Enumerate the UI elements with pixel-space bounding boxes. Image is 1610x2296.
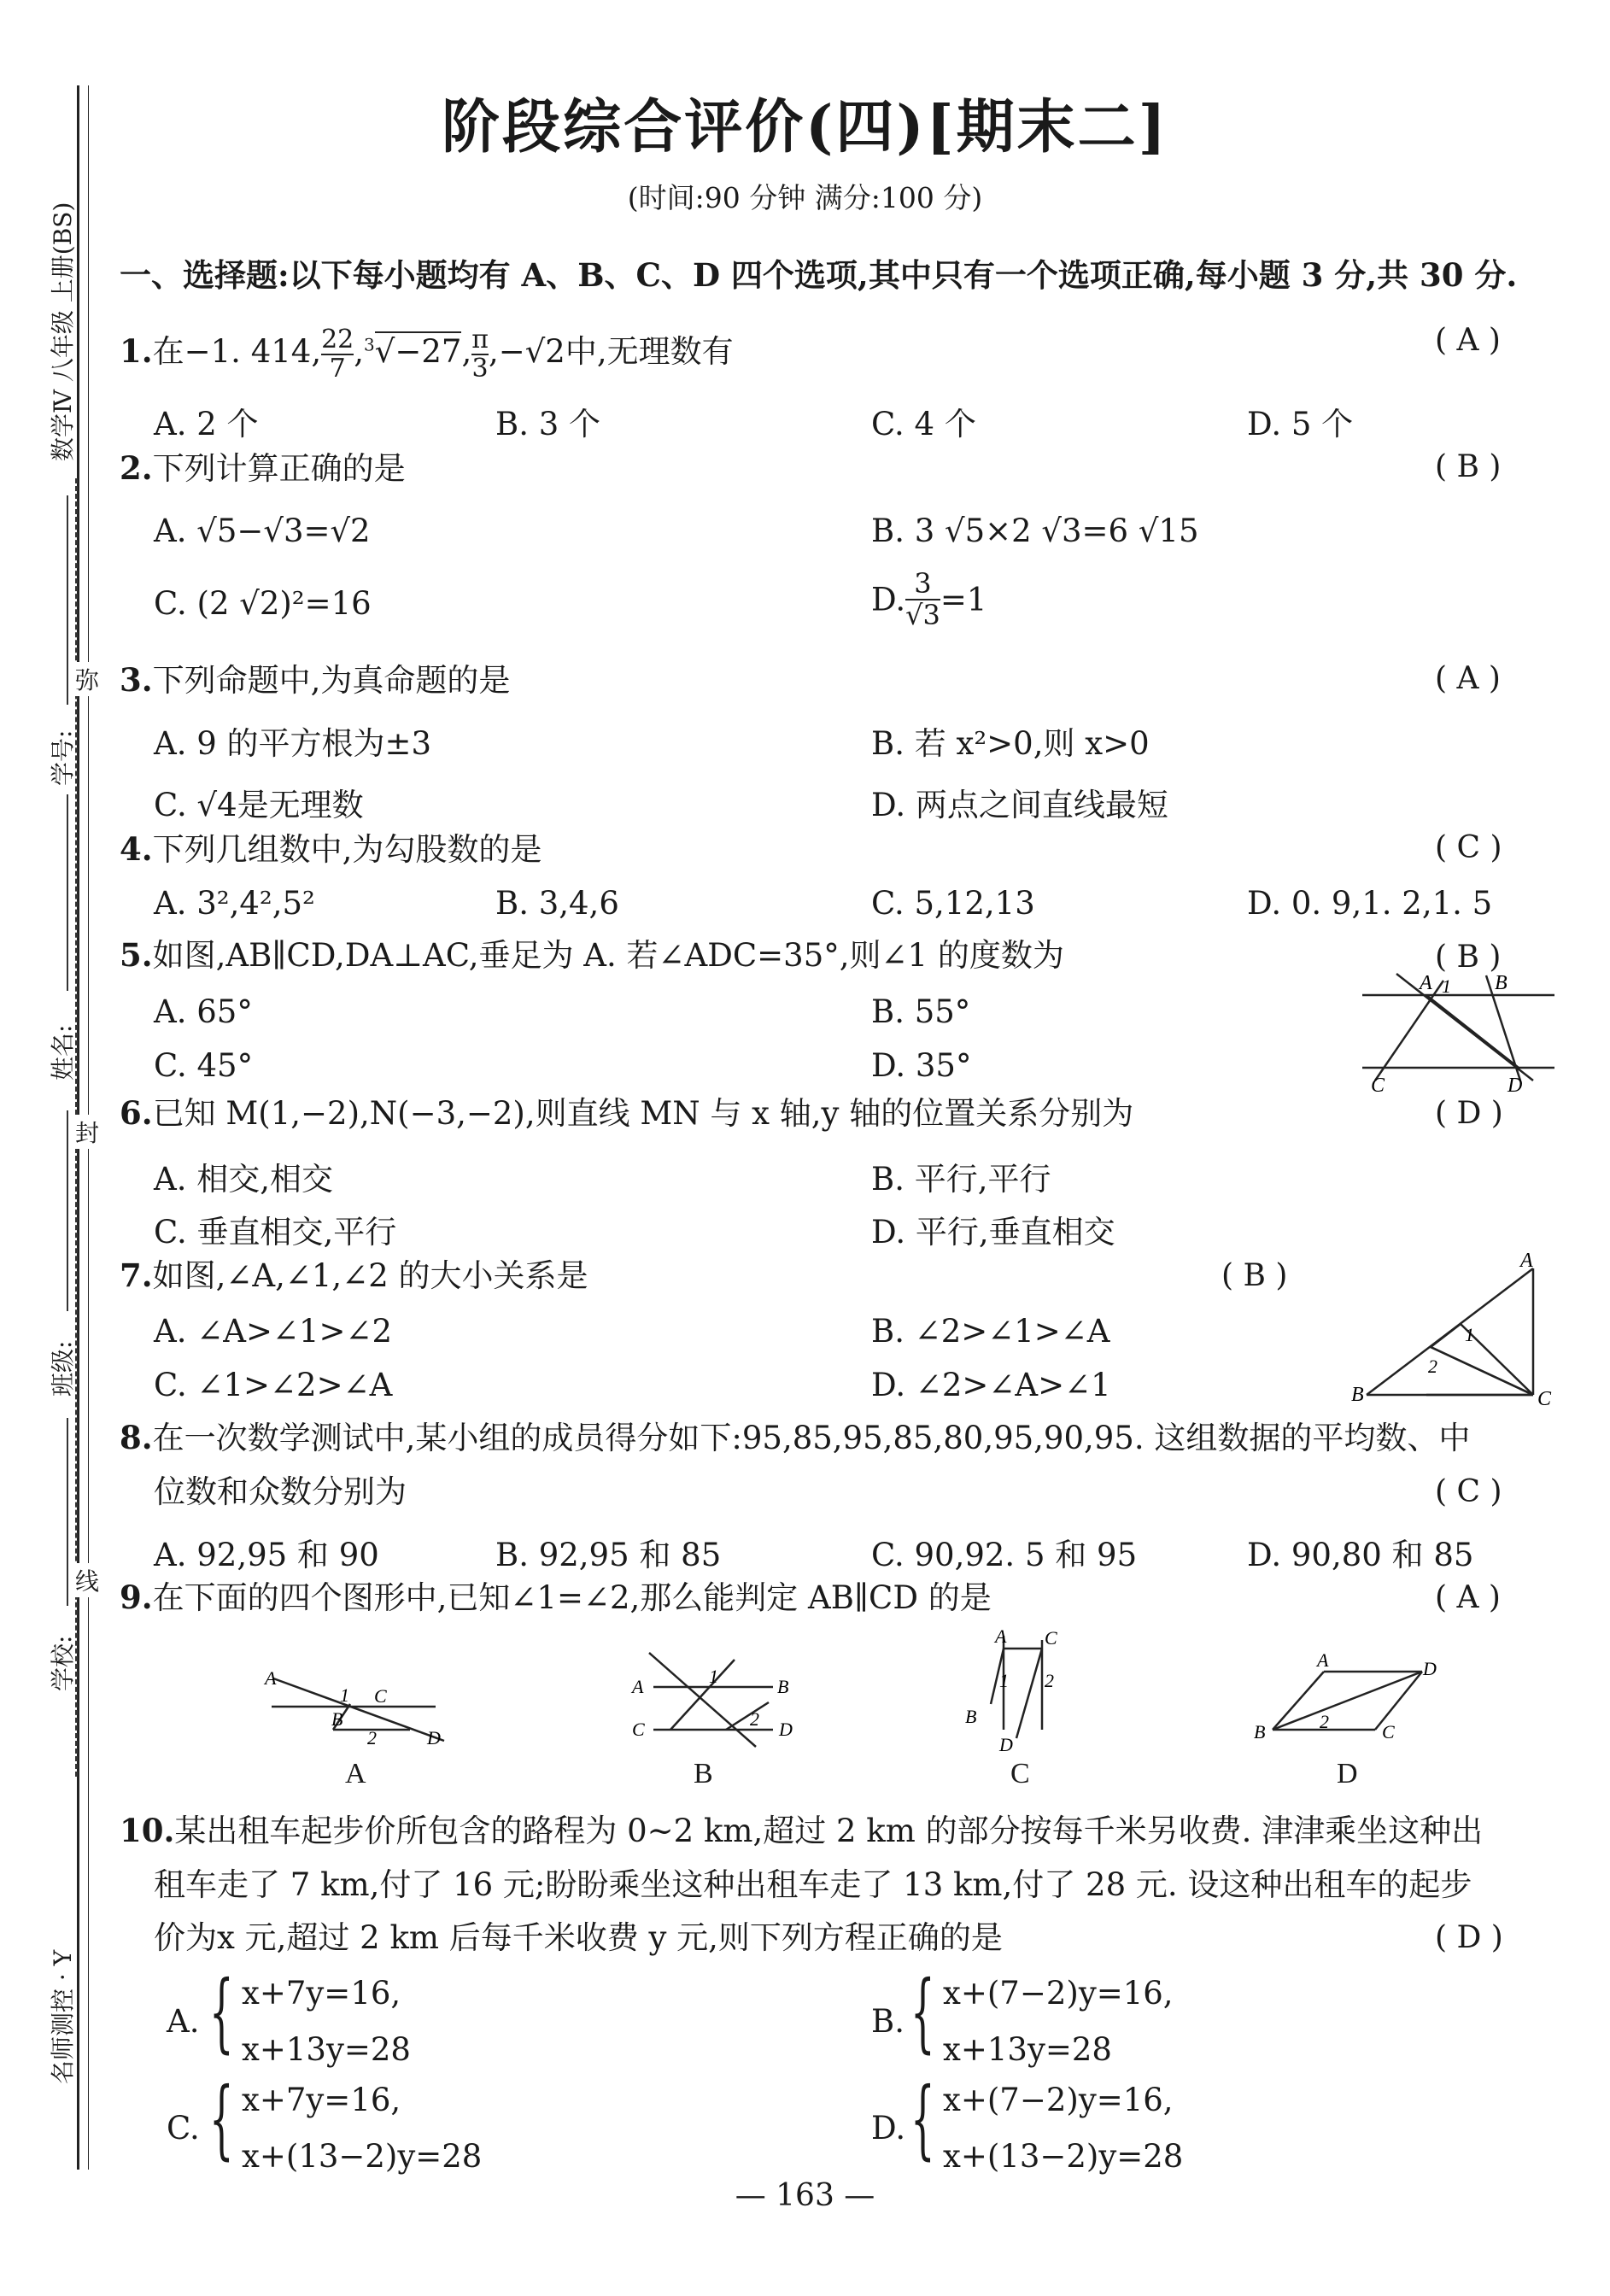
q6-option-d: D. 平行,垂直相交 <box>871 1214 1115 1250</box>
q9c-label-B: B <box>965 1706 977 1727</box>
q1-option-c: C. 4 个 <box>871 406 976 442</box>
side-mi: 弥 <box>75 662 99 696</box>
q9c-label-2: 2 <box>1045 1670 1054 1691</box>
q5-option-b: B. 55° <box>871 993 971 1030</box>
q8-stem-line2: 位数和众数分别为 <box>154 1473 407 1510</box>
q9a-label-1: 1 <box>340 1684 349 1706</box>
q3-stem: 3.下列命题中,为真命题的是 <box>120 661 511 699</box>
q9b-label-A: A <box>632 1676 644 1697</box>
q5-label-C: C <box>1371 1075 1385 1093</box>
q1-option-d: D. 5 个 <box>1247 406 1354 442</box>
q4-option-d: D. 0. 9,1. 2,1. 5 <box>1247 885 1493 922</box>
q2-stem: 2.下列计算正确的是 <box>120 449 406 487</box>
q9d-label-2: 2 <box>1320 1711 1329 1732</box>
q4-stem: 4.下列几组数中,为勾股数的是 <box>120 830 542 868</box>
banji-blank <box>67 1110 68 1311</box>
side-xingming-label: 姓名: <box>49 1024 77 1081</box>
q3-option-a: A. 9 的平方根为±3 <box>154 725 432 762</box>
q9-figure-b <box>615 1644 811 1751</box>
page-subtitle: (时间:90 分钟 满分:100 分) <box>627 181 983 214</box>
q10-answer: ( D ) <box>1435 1920 1503 1955</box>
q7-label-1: 1 <box>1465 1324 1474 1345</box>
q2-option-c: C. (2 √2)²=16 <box>154 585 372 622</box>
xuehao-blank <box>67 495 68 705</box>
page-title: 阶段综合评价(四)[期末二] <box>442 93 1168 161</box>
q9a-label-A: A <box>265 1667 277 1689</box>
q7-label-B: B <box>1351 1384 1364 1406</box>
q9b-label-D: D <box>779 1719 793 1740</box>
q7-figure <box>1349 1251 1563 1409</box>
q9-figure-c <box>952 1627 1089 1755</box>
q5-stem: 5.如图,AB∥CD,DA⊥AC,垂足为 A. 若∠ADC=35°,则∠1 的度数为 <box>120 936 1064 974</box>
q9a-label-D: D <box>427 1727 441 1748</box>
q5-label-D: D <box>1508 1075 1523 1093</box>
q2-option-a: A. √5−√3=√2 <box>154 512 371 549</box>
q7-answer: ( B ) <box>1221 1258 1288 1293</box>
side-feng: 封 <box>75 1115 99 1149</box>
q7-label-C: C <box>1537 1388 1552 1409</box>
q4-answer: ( C ) <box>1435 830 1502 865</box>
q6-stem: 6.已知 M(1,−2),N(−3,−2),则直线 MN 与 x 轴,y 轴的位置关系分别为 <box>120 1094 1134 1132</box>
side-xian: 线 <box>75 1563 99 1597</box>
xingming-blank <box>67 794 68 991</box>
side-xuehao-label: 学号: <box>49 729 77 786</box>
q9-caption-d: D <box>1337 1758 1358 1789</box>
q5-figure <box>1358 965 1563 1093</box>
q6-option-a: A. 相交,相交 <box>154 1161 334 1198</box>
q5-answer: ( B ) <box>1435 940 1502 975</box>
q9a-label-2: 2 <box>367 1727 377 1748</box>
q4-option-c: C. 5,12,13 <box>871 885 1035 922</box>
q7-label-2: 2 <box>1428 1356 1437 1377</box>
q6-answer: ( D ) <box>1435 1096 1503 1131</box>
q3-option-b: B. 若 x²>0,则 x>0 <box>871 725 1150 762</box>
q9-answer: ( A ) <box>1435 1580 1501 1615</box>
q8-option-d: D. 90,80 和 85 <box>1247 1537 1474 1573</box>
q1-option-b: B. 3 个 <box>495 406 601 442</box>
q3-answer: ( A ) <box>1435 661 1501 696</box>
q9-stem: 9.在下面的四个图形中,已知∠1=∠2,那么能判定 AB∥CD 的是 <box>120 1578 992 1616</box>
q9c-label-C: C <box>1045 1627 1057 1649</box>
q7-label-A: A <box>1520 1251 1533 1272</box>
q8-option-a: A. 92,95 和 90 <box>154 1537 379 1573</box>
q9b-label-B: B <box>777 1676 789 1697</box>
q9-figure-d <box>1247 1653 1461 1751</box>
q9d-label-C: C <box>1382 1721 1395 1742</box>
side-brand: 名师测控 · Y <box>49 1949 77 2084</box>
xuexiao-blank <box>67 1418 68 1606</box>
side-banji-label: 班级: <box>49 1340 77 1397</box>
q7-option-c: C. ∠1>∠2>∠A <box>154 1367 393 1403</box>
q4-option-b: B. 3,4,6 <box>495 885 619 922</box>
q9c-label-D: D <box>999 1734 1013 1755</box>
q9b-label-1: 1 <box>709 1666 718 1687</box>
q7-option-d: D. ∠2>∠A>∠1 <box>871 1367 1111 1403</box>
q1-answer: ( A ) <box>1435 323 1501 358</box>
q9c-label-1: 1 <box>999 1670 1009 1691</box>
q9b-label-C: C <box>632 1719 645 1740</box>
q9d-label-D: D <box>1423 1658 1437 1679</box>
section-heading: 一、选择题:以下每小题均有 A、B、C、D 四个选项,其中只有一个选项正确,每小题 3 分,共 30 分. <box>120 256 1518 294</box>
q2-option-b: B. 3 √5×2 √3=6 √15 <box>871 512 1199 549</box>
q10-stem-line3: 价为x 元,超过 2 km 后每千米收费 y 元,则下列方程正确的是 <box>154 1919 1003 1956</box>
q5-option-d: D. 35° <box>871 1047 972 1084</box>
q8-option-b: B. 92,95 和 85 <box>495 1537 722 1573</box>
q8-option-c: C. 90,92. 5 和 95 <box>871 1537 1138 1573</box>
q9d-label-A: A <box>1317 1653 1329 1671</box>
q2-option-d: D. $\frac{3}{√3}$ =1 <box>871 567 987 632</box>
q5-label-1: 1 <box>1442 975 1451 997</box>
q1-stem: 1.在−1. 414, $\frac{22}{7}$ ,$^3$√−27, $\frac{\pi}{3}$ ,−√2中,无理数有 <box>120 325 734 384</box>
q7-stem: 7.如图,∠A,∠1,∠2 的大小关系是 <box>120 1256 588 1294</box>
q9-caption-c: C <box>1010 1758 1030 1789</box>
q9c-label-A: A <box>995 1627 1007 1647</box>
q9a-label-C: C <box>374 1685 387 1707</box>
q6-option-b: B. 平行,平行 <box>871 1161 1051 1198</box>
q10-stem-line2: 租车走了 7 km,付了 16 元;盼盼乘坐这种出租车走了 13 km,付了 28 元. 设这种出租车的起步 <box>154 1866 1472 1903</box>
q1-option-a: A. 2 个 <box>154 406 259 442</box>
q7-option-b: B. ∠2>∠1>∠A <box>871 1313 1110 1350</box>
q5-option-a: A. 65° <box>154 993 253 1030</box>
q3-option-d: D. 两点之间直线最短 <box>871 787 1168 823</box>
q7-option-a: A. ∠A>∠1>∠2 <box>154 1313 393 1350</box>
side-xuexiao-label: 学校: <box>49 1635 77 1691</box>
q10-option-d-label: D. <box>871 2110 906 2147</box>
q9b-label-2: 2 <box>750 1708 759 1730</box>
q5-label-A: A <box>1420 972 1432 994</box>
q10-stem: 10.某出租车起步价所包含的路程为 0~2 km,超过 2 km 的部分按每千米另收费. 津津乘坐这种出 <box>120 1812 1484 1849</box>
q8-answer: ( C ) <box>1435 1474 1502 1509</box>
side-book-label: 数学Ⅳ 八年级 上册(BS) <box>49 202 77 461</box>
q9a-label-B: B <box>331 1708 343 1730</box>
q2-answer: ( B ) <box>1435 449 1502 484</box>
q9-caption-a: A <box>345 1758 366 1789</box>
q3-option-c: C. √4是无理数 <box>154 787 364 823</box>
q9d-label-B: B <box>1254 1721 1266 1742</box>
q8-stem: 8.在一次数学测试中,某小组的成员得分如下:95,85,95,85,80,95,90,95. 这组数据的平均数、中 <box>120 1419 1471 1456</box>
q9-caption-b: B <box>694 1758 713 1789</box>
q10-option-b-label: B. <box>871 2003 905 2040</box>
q5-label-B: B <box>1495 972 1508 994</box>
q9-figure-a <box>256 1666 461 1751</box>
q4-option-a: A. 3²,4²,5² <box>154 885 315 922</box>
q5-option-c: C. 45° <box>154 1047 254 1084</box>
q6-option-c: C. 垂直相交,平行 <box>154 1214 397 1250</box>
q10-option-a-label: A. <box>167 2003 200 2040</box>
q10-option-c-label: C. <box>167 2110 200 2147</box>
page-number: — 163 — <box>735 2178 875 2213</box>
